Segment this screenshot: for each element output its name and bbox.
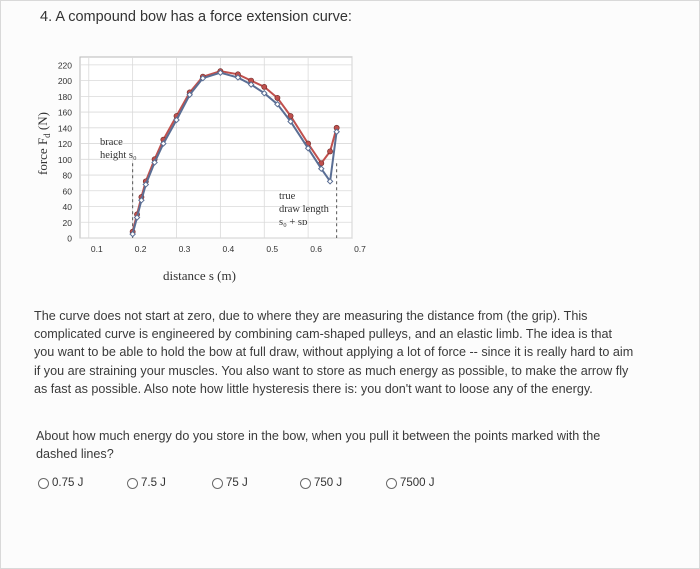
y-tick-label: 0: [67, 233, 72, 244]
brace-height-label: brace: [100, 137, 123, 148]
data-point: [327, 149, 332, 154]
y-tick-label: 140: [57, 123, 72, 134]
choice-label: 750 J: [314, 477, 343, 489]
x-tick-label: 0.5: [266, 244, 279, 254]
y-tick-label: 200: [57, 76, 72, 87]
y-tick-label: 100: [57, 154, 72, 165]
question-title: 4. A compound bow has a force extension curve:: [40, 9, 352, 25]
x-tick-label: 0.1: [90, 244, 103, 254]
question-prompt: About how much energy do you store in the bow, when you pull it between the points marked with the dashed lines?: [36, 429, 601, 462]
y-axis-label: force $F_d$ (N): [35, 112, 52, 175]
choice-label: 75 J: [226, 477, 248, 489]
y-tick-label: 40: [62, 202, 72, 213]
radio-button[interactable]: [212, 478, 223, 489]
choice-label: 7.5 J: [141, 477, 166, 489]
x-axis-label: distance s (m): [163, 268, 236, 283]
choice-option-2[interactable]: [127, 477, 166, 489]
x-tick-label: 0.3: [178, 244, 191, 254]
explanation-paragraph: The curve does not start at zero, due to where they are measuring the distance from (the grip). This complicated curve is engineered by combining cam-shaped pulleys, and an elastic limb. The idea is that you want to be able to hold the bow at full draw, without applying a lot of force -- since it is really hard to aim if you are straining your muscles. You also want to store as much energy as possible, to make the arrow fly as fast as possible. Also note how little hysteresis there is: you don't want to loose any of the energy.: [34, 309, 634, 396]
y-tick-label: 180: [57, 91, 72, 102]
y-tick-label: 20: [62, 217, 72, 228]
chart-svg: [0, 0, 380, 300]
draw-length-label: true: [279, 191, 296, 202]
y-tick-label: 60: [62, 186, 72, 197]
y-tick-label: 220: [57, 60, 72, 71]
data-point: [275, 95, 280, 100]
y-tick-label: 80: [62, 170, 72, 181]
choice-label: 7500 J: [400, 477, 435, 489]
y-tick-label: 160: [57, 107, 72, 118]
x-tick-labels: [91, 244, 366, 254]
choice-option-4[interactable]: [300, 477, 342, 489]
x-tick-label: 0.2: [134, 244, 147, 254]
draw-length-label: draw length: [279, 204, 329, 215]
choice-option-5[interactable]: [386, 477, 435, 489]
x-tick-label: 0.4: [222, 244, 235, 254]
choice-option-3[interactable]: [212, 477, 248, 489]
choice-label: 0.75 J: [52, 477, 84, 489]
data-point: [262, 84, 267, 89]
radio-button[interactable]: [127, 478, 138, 489]
y-tick-labels: [58, 60, 72, 243]
draw-length-label: s₀ + sᴅ: [279, 217, 308, 228]
y-tick-label: 120: [57, 139, 72, 150]
x-tick-label: 0.6: [310, 244, 323, 254]
radio-button[interactable]: [300, 478, 311, 489]
x-tick-label: 0.7: [354, 244, 366, 254]
radio-button[interactable]: [386, 478, 397, 489]
radio-button[interactable]: [38, 478, 49, 489]
brace-height-label: height s₀: [100, 150, 137, 161]
force-extension-chart: [0, 0, 380, 300]
choice-option-1[interactable]: [38, 477, 83, 489]
